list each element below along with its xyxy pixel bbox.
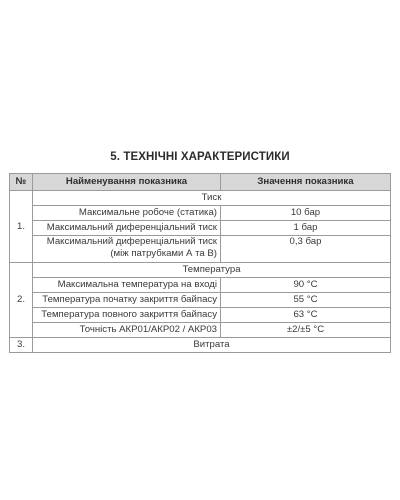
table-row bbox=[10, 221, 391, 236]
table-row bbox=[10, 206, 391, 221]
table-row bbox=[10, 278, 391, 293]
parameter-value: 1 бар bbox=[221, 221, 391, 236]
header-name: Найменування показника bbox=[33, 174, 221, 191]
group-title: Тиск bbox=[33, 191, 391, 206]
parameter-name: Максимальна температура на вході bbox=[33, 278, 221, 293]
table-row bbox=[10, 236, 391, 263]
group-row-temperature bbox=[10, 263, 391, 278]
group-number: 3. bbox=[10, 338, 33, 353]
group-title: Витрата bbox=[33, 338, 391, 353]
parameter-name: Максимальний диференціальний тиск bbox=[33, 221, 221, 236]
group-number: 2. bbox=[10, 263, 33, 338]
parameter-name-line: Максимальний диференціальний тиск bbox=[46, 236, 217, 247]
parameter-name: Максимальне робоче (статика) bbox=[33, 206, 221, 221]
group-row-pressure bbox=[10, 191, 391, 206]
parameter-value: 55 °С bbox=[221, 293, 391, 308]
parameter-value: 0,3 бар bbox=[221, 236, 391, 263]
parameter-name-line: (між патрубками А та В) bbox=[110, 248, 217, 259]
parameter-name: Точність АКР01/АКР02 / АКР03 bbox=[33, 323, 221, 338]
parameter-name: Температура повного закриття байпасу bbox=[33, 308, 221, 323]
table-row bbox=[10, 293, 391, 308]
group-number: 1. bbox=[10, 191, 33, 263]
table-row bbox=[10, 323, 391, 338]
header-value: Значення показника bbox=[221, 174, 391, 191]
parameter-value: 10 бар bbox=[221, 206, 391, 221]
table-header-row bbox=[10, 174, 391, 191]
specifications-table bbox=[9, 173, 391, 353]
parameter-value: ±2/±5 °С bbox=[221, 323, 391, 338]
group-row-flow bbox=[10, 338, 391, 353]
parameter-name: Температура початку закриття байпасу bbox=[33, 293, 221, 308]
parameter-value: 90 °С bbox=[221, 278, 391, 293]
table-row bbox=[10, 308, 391, 323]
header-number: № bbox=[10, 174, 33, 191]
group-title: Температура bbox=[33, 263, 391, 278]
parameter-value: 63 °С bbox=[221, 308, 391, 323]
parameter-name bbox=[33, 236, 221, 263]
section-title: 5. ТЕХНІЧНІ ХАРАКТЕРИСТИКИ bbox=[110, 151, 290, 163]
